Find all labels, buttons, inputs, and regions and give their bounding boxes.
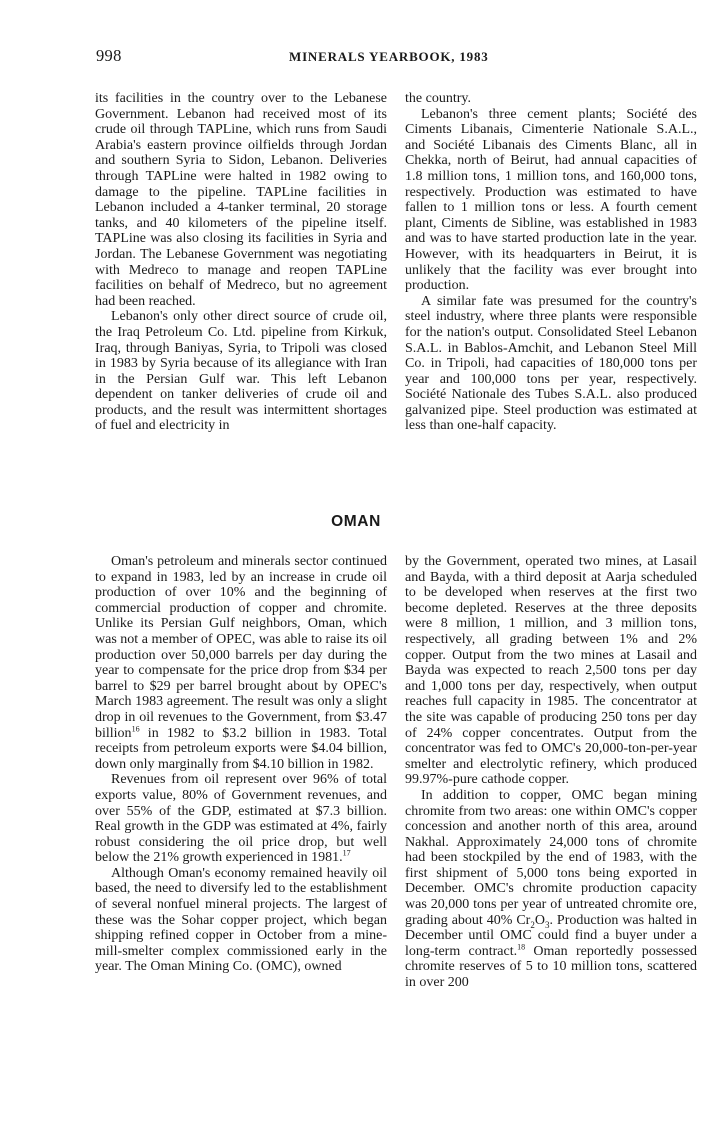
page-number: 998 xyxy=(96,46,122,65)
lebanon-right-column xyxy=(405,91,697,434)
oman-chromite-paragraph xyxy=(405,788,697,991)
lebanon-cement-paragraph: Lebanon's three cement plants; Société des Ciments Libanais, Cimenterie Nationale S.A.L., and Société Libanais des Ciments Blanc, all in Chekka, north of Beirut, had annual capacities of 1.8 million tons, 1 million tons, and 160,000 tons, respectively. Production was estimated to have fallen to 1 million tons or less. A fourth cement plant, Ciments de Sibline, was established in 1983 and was to have started production late in the year. However, with its headquarters in Beirut, it is unlikely that the facility was ever brought into production. xyxy=(405,106,697,294)
lebanon-tapline-paragraph: its facilities in the country over to the Lebanese Government. Lebanon had received most of its crude oil through TAPLine, which runs from Saudi Arabia's eastern province oilfields through Jordan and southern Syria to Sidon, Lebanon. Deliveries through TAPLine were halted in 1982 owing to damage to the pipeline. TAPLine facilities in Lebanon included a 4-tanker terminal, 20 storage tanks, and 40 kilometers of the pipeline itself. TAPLine was also closing its facilities in Syria and Jordan. The Lebanese Government was negotiating with Medreco to manage and reopen TAPLine facilities on behalf of Medreco, but no agreement had been reached. xyxy=(95,91,387,309)
footnote-ref-18: 18 xyxy=(517,942,526,952)
lebanon-pipeline-paragraph: Lebanon's only other direct source of crude oil, the Iraq Petroleum Co. Ltd. pipeline from Kirkuk, Iraq, through Baniyas, Syria, to Tripoli was closed in 1983 by Syria because of its allegiance with Iran in the Persian Gulf war. This left Lebanon dependent on tanker deliveries of crude oil and products, and the result was intermittent shortages of fuel and electricity in xyxy=(95,309,387,434)
oman-revenues-paragraph xyxy=(95,772,387,866)
oman-chromite-text-c: Oman reportedly possessed chromite reserves of 5 to 10 million tons, scattered in over 200 xyxy=(405,943,698,991)
oman-chromite-text-a: In addition to copper, OMC began mining chromite from two areas: one within OMC's copper concession and another north of this area, around Nakhal. Approximately 24,000 tons of chromite had been stockpiled by the end of 1983, with the first shipment of 5,000 tons being exported in December. OMC's chromite production capacity was 20,000 tons per year of untreated chromite ore, grading about 40% Cr xyxy=(405,787,697,928)
section-heading-oman: OMAN xyxy=(331,513,381,530)
oman-left-column xyxy=(95,554,387,975)
lebanon-steel-paragraph: A similar fate was presumed for the country's steel industry, where three plants were responsible for the nation's output. Consolidated Steel Lebanon S.A.L. in Bablos-Amchit, and Lebanon Steel Mill Co. in Tripoli, had capacities of 180,000 tons per year and 100,000 tons per year, respectively. Société Nationale des Tubes S.A.L. also produced galvanized pipe. Steel production was estimated at less than one-half capacity. xyxy=(405,293,697,434)
oman-petroleum-paragraph xyxy=(95,554,387,772)
lebanon-continuation-line: the country. xyxy=(405,91,471,106)
oman-petroleum-text-b: in 1982 to $3.2 billion in 1983. Total receipts from petroleum exports were $4.04 billion, down only marginally from $4.10 billion in 1982. xyxy=(95,725,387,772)
formula-subscript-2: 2 xyxy=(530,919,535,930)
oman-diversify-paragraph: Although Oman's economy remained heavily oil based, the need to diversify led to the establishment of several nonfuel mineral projects. The largest of these was the Sohar copper project, which began shipping refined copper in October from a mine-mill-smelter complex commissioned early in the year. The Oman Mining Co. (OMC), owned xyxy=(95,865,387,975)
formula-subscript-3: 3 xyxy=(544,919,550,930)
running-header-title: MINERALS YEARBOOK, 1983 xyxy=(289,49,489,64)
lebanon-left-column xyxy=(95,91,387,434)
footnote-ref-17: 17 xyxy=(342,848,351,858)
oman-right-column xyxy=(405,554,697,991)
formula-oxygen: O xyxy=(534,912,545,928)
oman-copper-paragraph: by the Government, operated two mines, at Lasail and Bayda, with a third deposit at Aarja scheduled to be developed when reserves at the first two become depleted. Reserves at the three deposits were 8 million, 1 million, and 3 million tons, respectively, all grading between 1% and 2% copper. Output from the two mines at Lasail and Bayda was expected to reach 2,500 tons per day and 1,000 tons per day, respectively, when output reaches full capacity in 1985. The concentrator at the site was capable of producing 250 tons per day of 24% copper concentrates. Output from the concentrator was fed to OMC's 20,000-ton-per-year smelter and electrolytic refinery, which produced 99.97%-pure cathode copper. xyxy=(405,554,697,788)
oman-chromite-text-b: . Production was halted in December until OMC could find a buyer under a long-term contract. xyxy=(405,912,698,959)
oman-revenues-text: Revenues from oil represent over 96% of total exports value, 80% of Government revenues, and over 55% of the GDP, estimated at $7.3 billion. Real growth in the GDP was estimated at 4%, fairly robust considering the oil price drop, but well below the 21% growth experienced in 1981. xyxy=(95,772,387,866)
footnote-ref-16: 16 xyxy=(131,723,140,733)
oman-petroleum-text-a: Oman's petroleum and minerals sector continued to expand in 1983, led by an increase in crude oil production of over 10% and the beginning of commercial production of copper and chromite. Unlike its Persian Gulf neighbors, Oman, which was not a member of OPEC, was able to raise its oil production over 50,000 barrels per day during the year to compensate for the price drop from $34 per barrel to $29 per barrel brought about by OPEC's March 1983 agreement. The result was only a slight drop in oil revenues to the Government, from $3.47 billion xyxy=(95,554,387,741)
